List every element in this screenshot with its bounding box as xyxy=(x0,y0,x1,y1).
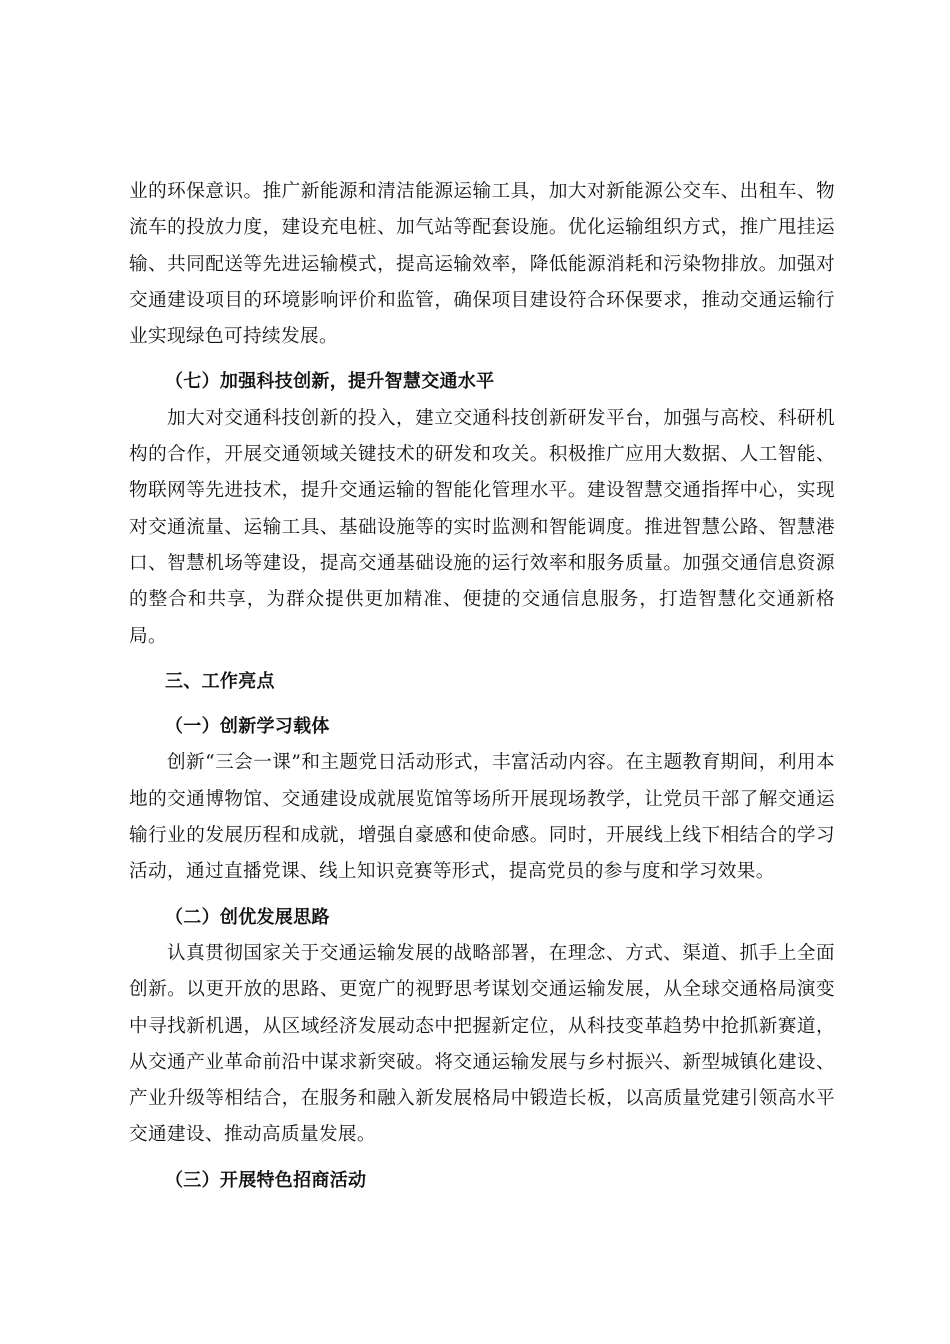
heading-work-highlights: 三、工作亮点 xyxy=(165,670,275,692)
heading-highlight-1-learning-carrier: （一）创新学习载体 xyxy=(165,716,330,738)
paragraph-development-ideas: 认真贯彻国家关于交通运输发展的战略部署，在理念、方式、渠道、抓手上全面创新。以更开放的思路、更宽广的视野思考谋划交通运输发展，从全球交通格局演变中寻找新机遇，从区域经济发展动态中把握新定位，从科技变革趋势中抢抓新赛道，从交通产业革命前沿中谋求新突破。将交通运输发展与乡村振兴、新型城镇化建设、产业升级等相结合，在服务和融入新发展格局中锻造长板，以高质量党建引领高水平交通建设、推动高质量发展。 xyxy=(129,942,835,1146)
document-body xyxy=(129,174,835,1199)
heading-section-7-tech-innovation: （七）加强科技创新，提升智慧交通水平 xyxy=(165,371,495,393)
heading-highlight-2-development-ideas: （二）创优发展思路 xyxy=(165,906,330,928)
heading-highlight-3-investment-activities: （三）开展特色招商活动 xyxy=(165,1169,367,1191)
paragraph-learning-carrier: 创新“三会一课”和主题党日活动形式，丰富活动内容。在主题教育期间，利用本地的交通博物馆、交通建设成就展览馆等场所开展现场教学，让党员干部了解交通运输行业的发展历程和成就，增强自豪感和使命感。同时，开展线上线下相结合的学习活动，通过直播党课、线上知识竞赛等形式，提高党员的参与度和学习效果。 xyxy=(129,752,835,883)
paragraph-green-development-continued: 业的环保意识。推广新能源和清洁能源运输工具，加大对新能源公交车、出租车、物流车的投放力度，建设充电桩、加气站等配套设施。优化运输组织方式，推广甩挂运输、共同配送等先进运输模式，提高运输效率，降低能源消耗和污染物排放。加强对交通建设项目的环境影响评价和监管，确保项目建设符合环保要求，推动交通运输行业实现绿色可持续发展。 xyxy=(129,181,835,348)
paragraph-tech-innovation: 加大对交通科技创新的投入，建立交通科技创新研发平台，加强与高校、科研机构的合作，开展交通领域关键技术的研发和攻关。积极推广应用大数据、人工智能、物联网等先进技术，提升交通运输的智能化管理水平。建设智慧交通指挥中心，实现对交通流量、运输工具、基础设施等的实时监测和智能调度。推进智慧公路、智慧港口、智慧机场等建设，提高交通基础设施的运行效率和服务质量。加强交通信息资源的整合和共享，为群众提供更加精准、便捷的交通信息服务，打造智慧化交通新格局。 xyxy=(129,407,835,647)
